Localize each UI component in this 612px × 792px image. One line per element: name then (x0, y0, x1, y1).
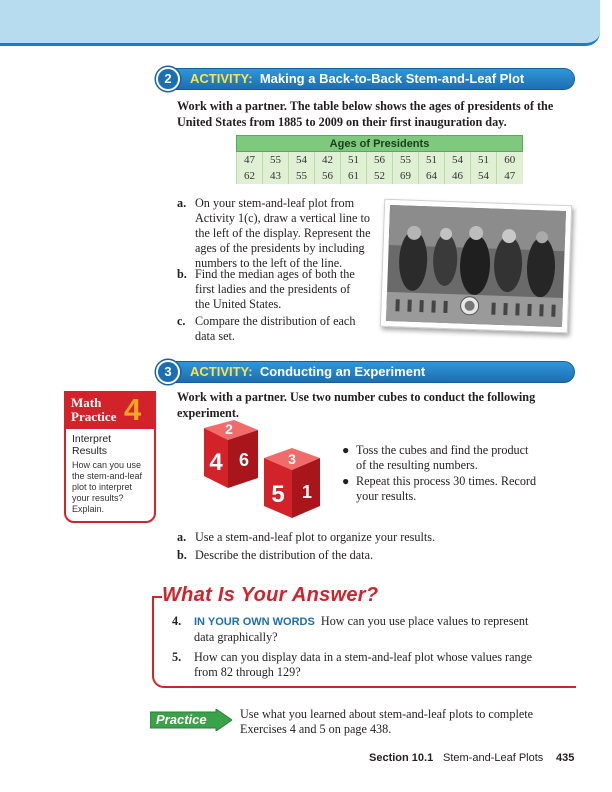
activity-3-header (163, 361, 575, 383)
item-text: Describe the distribution of the data. (195, 548, 374, 562)
table-cell: 55 (393, 152, 419, 168)
top-banner (0, 0, 600, 46)
math-practice-body-line: plot to interpret (72, 482, 133, 492)
table-cell: 51 (341, 152, 367, 168)
item-label: a. (177, 196, 187, 210)
item-line: the left of the display. Represent the (195, 226, 371, 240)
item-text (195, 196, 371, 271)
activity-3-intro: Work with a partner. Use two number cubes to conduct the following experiment. (177, 390, 536, 420)
table-row (237, 152, 523, 168)
experiment-bullet-2 (342, 474, 582, 506)
math-practice-header (66, 393, 154, 429)
question-4 (172, 614, 572, 646)
question-label: 5. (172, 650, 182, 664)
table-row (237, 168, 523, 184)
table-cell: 42 (315, 152, 341, 168)
activity-3-item-a (177, 530, 557, 546)
inauguration-photo (380, 199, 572, 333)
question-line (194, 614, 554, 630)
what-is-your-answer-frame-tick (152, 596, 162, 598)
question-line: data graphically? (194, 630, 278, 644)
practice-arrow (150, 709, 232, 731)
math-practice-box (64, 391, 156, 523)
activity-2-item-b (177, 267, 377, 315)
activity-2-item-c (177, 314, 377, 346)
table-cell: 47 (497, 168, 523, 184)
table-cell: 64 (419, 168, 445, 184)
table-cell: 51 (419, 152, 445, 168)
practice-label: Practice (156, 712, 207, 727)
math-practice-title-line: Practice (71, 409, 117, 424)
bullet-line: Toss the cubes and find the product (356, 443, 529, 457)
table-cell: 69 (393, 168, 419, 184)
item-line: data set. (195, 329, 235, 343)
bullet-line: your results. (356, 489, 417, 503)
activity-3-title-text: Conducting an Experiment (259, 364, 426, 379)
question-5 (172, 650, 572, 682)
math-practice-subtitle-line: Interpret (72, 433, 112, 445)
math-practice-body-line: your results? (72, 493, 124, 503)
table-cell: 52 (367, 168, 393, 184)
item-text: Use a stem-and-leaf plot to organize your results. (195, 530, 436, 544)
ages-of-presidents-table (236, 135, 523, 184)
question-line-text: How can you use place values to represent (320, 614, 529, 628)
math-practice-body-line: the stem-and-leaf (72, 471, 143, 481)
cube-2-side-face: 1 (301, 482, 313, 502)
item-text (195, 267, 355, 312)
number-cube-1 (204, 420, 258, 488)
bullet-text (356, 474, 586, 504)
math-practice-number: 4 (124, 392, 142, 427)
activity-3-number: 3 (156, 360, 180, 384)
practice-line: Use what you learned about stem-and-leaf plots to complete (240, 707, 534, 721)
table-cell: 51 (471, 152, 497, 168)
number-cube-2 (264, 448, 320, 518)
item-line: the United States. (195, 297, 282, 311)
number-cubes-illustration (192, 418, 337, 520)
item-label: c. (177, 314, 186, 328)
activity-2-item-a (177, 196, 377, 276)
item-line: Compare the distribution of each (195, 314, 356, 328)
table-cell: 61 (341, 168, 367, 184)
math-practice-title-line: Math (71, 395, 102, 410)
table-cell: 56 (367, 152, 393, 168)
question-text (194, 650, 554, 680)
item-label: b. (177, 267, 187, 281)
activity-2-number: 2 (156, 67, 180, 91)
activity-2-title (190, 71, 524, 86)
practice-text (240, 707, 570, 739)
table-cell: 47 (237, 152, 263, 168)
math-practice-body (72, 460, 154, 515)
cube-2-front-face: 5 (271, 481, 285, 508)
activity-2-header (163, 68, 575, 90)
activity-3-keyword: ACTIVITY: (190, 364, 253, 379)
footer-page-number: 435 (556, 752, 575, 764)
cube-1-front-face: 4 (209, 449, 223, 476)
table-cell: 62 (237, 168, 263, 184)
table-cell: 55 (289, 168, 315, 184)
math-practice-body-line: Explain. (72, 504, 105, 514)
footer-section: Section 10.1 (369, 752, 434, 764)
item-line: ages of the presidents by including (195, 241, 365, 255)
item-line: first ladies and the presidents of (195, 282, 351, 296)
item-text (195, 314, 355, 344)
inauguration-photo-image (381, 200, 571, 332)
item-line: Activity 1(c), draw a vertical line to (195, 211, 370, 225)
footer-topic: Stem-and-Leaf Plots (443, 752, 544, 764)
activity-2-title-text: Making a Back-to-Back Stem-and-Leaf Plot (259, 71, 525, 86)
activity-2-keyword: ACTIVITY: (190, 71, 253, 86)
activity-2-intro: Work with a partner. The table below shows the ages of presidents of the United States from 1885 to 2009 on their first inauguration day. (177, 99, 554, 129)
item-line: On your stem-and-leaf plot from (195, 196, 355, 210)
table-cell: 43 (263, 168, 289, 184)
table-cell: 60 (497, 152, 523, 168)
question-label: 4. (172, 614, 182, 628)
math-practice-subtitle-line: Results (72, 445, 108, 457)
item-line: Find the median ages of both the (195, 267, 355, 281)
bullet-text (356, 443, 586, 473)
experiment-bullet-1 (342, 443, 582, 475)
bullet-dot-icon: ● (342, 443, 350, 457)
activity-3-title (190, 364, 425, 379)
table-cell: 55 (263, 152, 289, 168)
practice-line: Exercises 4 and 5 on page 438. (240, 722, 392, 736)
question-line: from 82 through 129? (194, 665, 301, 679)
item-label: a. (177, 530, 187, 544)
table-cell: 54 (289, 152, 315, 168)
math-practice-subtitle (72, 433, 154, 457)
what-is-your-answer-title: What Is Your Answer? (162, 584, 379, 606)
table-cell: 54 (471, 168, 497, 184)
item-label: b. (177, 548, 187, 562)
in-your-own-words-keyword: IN YOUR OWN WORDS (194, 616, 315, 628)
table-cell: 54 (445, 152, 471, 168)
table-cell: 56 (315, 168, 341, 184)
bullet-line: of the resulting numbers. (356, 458, 478, 472)
cube-2-top-face: 3 (288, 451, 296, 467)
bullet-line: Repeat this process 30 times. Record (356, 474, 537, 488)
table-cell: 46 (445, 168, 471, 184)
math-practice-title (71, 396, 116, 424)
item-line: numbers to the left of the line. (195, 256, 343, 270)
cube-1-side-face: 6 (238, 450, 250, 470)
question-line: How can you display data in a stem-and-leaf plot whose values range (194, 650, 533, 664)
bullet-dot-icon: ● (342, 474, 350, 488)
ages-table-header: Ages of Presidents (237, 136, 523, 152)
question-text (194, 614, 554, 645)
activity-3-item-b (177, 548, 557, 564)
math-practice-body-line: How can you use (72, 460, 142, 470)
cube-1-top-face: 2 (225, 421, 233, 437)
